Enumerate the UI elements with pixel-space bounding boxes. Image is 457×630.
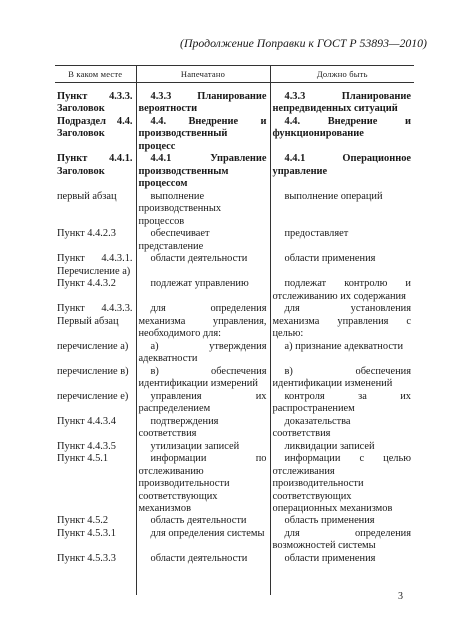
cell-should-be [270,153,414,190]
table-row [55,453,414,515]
cell-printed [136,366,270,391]
table-row [55,191,414,228]
cell-should-be [270,83,414,116]
cell-place [55,83,136,116]
cell-place-text: Пункт 4.3.3. Заголовок [57,91,133,115]
cell-printed-text: подтверждения соответствия [138,415,219,440]
cell-place [55,116,136,153]
cell-should-be [270,116,414,153]
cell-printed [136,191,270,228]
cell-place-text: Пункт 4.5.3.1 [57,527,116,539]
cell-should-be [270,366,414,391]
cell-place [55,391,136,416]
cell-should-be-text: 4.3.3 Планирование непредвиденных ситуаций [272,91,411,115]
cell-should-be-text: ликвидации записей [284,440,375,452]
cell-should-be-text: области применения [284,552,376,564]
cell-should-be [270,528,414,553]
cell-should-be [270,253,414,278]
cell-printed [136,303,270,340]
table-row [55,553,414,595]
cell-should-be-text: в) обеспечения идентификации изменений [272,365,411,390]
cell-printed-text: выполнение производственных процессов [138,190,222,227]
cell-place [55,303,136,340]
cell-place [55,515,136,527]
cell-printed [136,441,270,453]
table-row [55,341,414,366]
cell-should-be-text: информации с целью отслеживания производительности соответствующих операционных механизмов [272,453,411,514]
cell-should-be-text: 4.4.1 Операционное управление [272,153,411,177]
cell-printed-text: области деятельности [150,552,248,564]
table-header-row [55,66,414,83]
table-row [55,253,414,278]
cell-should-be-text: область применения [284,515,375,527]
cell-printed-text: 4.3.3 Планирование вероятности [138,91,267,115]
cell-printed [136,453,270,515]
cell-printed-text: управления их распределением [138,390,267,415]
cell-printed [136,391,270,416]
cell-printed [136,83,270,116]
cell-place [55,366,136,391]
cell-place [55,153,136,190]
cell-place [55,228,136,253]
cell-place [55,441,136,453]
table-row [55,116,414,153]
table-row [55,303,414,340]
page-number: 3 [398,591,403,602]
cell-printed [136,228,270,253]
cell-should-be-text: 4.4. Внедрение и функционирование [272,115,411,140]
cell-place [55,528,136,553]
table-row [55,153,414,190]
cell-printed-text: обеспечивает представление [138,228,210,252]
cell-should-be-text: доказательства соответствия [272,415,351,440]
cell-should-be [270,441,414,453]
cell-printed [136,116,270,153]
cell-place-text: Пункт 4.5.2 [57,515,109,527]
cell-place [55,341,136,366]
amendments-table [55,65,414,595]
table-row [55,515,414,527]
column-header-should-be: Должно быть [270,66,414,83]
cell-should-be [270,303,414,340]
cell-should-be [270,341,414,366]
cell-place [55,553,136,595]
cell-printed-text: 4.4.1 Управление производственным процессом [138,153,267,190]
cell-should-be-text: для установления механизма управления с целью: [272,303,411,340]
cell-place-text: Пункт 4.4.3.1. Перечисление а) [57,253,133,277]
cell-place [55,278,136,303]
cell-place [55,253,136,278]
table-row [55,416,414,441]
cell-printed [136,153,270,190]
cell-place [55,191,136,228]
cell-should-be [270,416,414,441]
cell-place-text: Подраздел 4.4. Заголовок [57,115,133,140]
cell-place-text: Пункт 4.4.3.5 [57,440,116,452]
cell-should-be [270,553,414,595]
cell-printed [136,528,270,553]
table-row [55,441,414,453]
cell-printed-text: утилизации записей [150,440,240,452]
cell-printed [136,416,270,441]
cell-should-be-text: подлежат контролю и отслеживанию их содержания [272,278,411,302]
column-header-printed: Напечатано [136,66,270,83]
cell-printed-text: а) утверждения адекватности [138,340,267,365]
cell-printed [136,278,270,303]
cell-should-be [270,191,414,228]
cell-should-be-text: области применения [284,253,376,265]
cell-printed [136,341,270,366]
cell-place-text: Пункт 4.4.3.4 [57,415,116,427]
cell-printed-text: области деятельности [150,253,248,265]
cell-place-text: Пункт 4.5.1 [57,453,109,465]
cell-place [55,416,136,441]
cell-should-be-text: предоставляет [284,228,349,240]
document-header: (Продолжение Поправки к ГОСТ Р 53893—2010) [180,36,427,50]
cell-place-text: перечисление в) [57,365,129,377]
cell-should-be [270,391,414,416]
cell-should-be-text: выполнение операций [284,190,383,202]
cell-place-text: перечисление е) [57,390,129,402]
cell-place-text: первый абзац [57,190,117,202]
cell-printed-text: для определения механизма управления, необходимого для: [138,303,267,340]
table-row [55,528,414,553]
cell-should-be [270,228,414,253]
cell-printed-text: в) обеспечения идентификации измерений [138,365,267,390]
cell-should-be [270,278,414,303]
cell-should-be-text: а) признание адекватности [284,340,404,352]
table-row [55,228,414,253]
cell-should-be [270,515,414,527]
table-row [55,366,414,391]
cell-place-text: Пункт 4.5.3.3 [57,552,116,564]
cell-should-be-text: для определения возможностей системы [272,527,411,552]
cell-printed-text: подлежат управлению [150,278,249,290]
cell-printed-text: для определения системы [150,527,265,539]
cell-should-be-text: контроля за их распространением [272,390,411,415]
cell-printed-text: область деятельности [150,515,247,527]
cell-place-text: перечисление а) [57,340,129,352]
cell-printed [136,515,270,527]
cell-should-be [270,453,414,515]
cell-place-text: Пункт 4.4.3.2 [57,278,116,290]
table-row [55,83,414,116]
cell-place-text: Пункт 4.4.2.3 [57,228,116,240]
cell-printed-text: 4.4. Внедрение и производственный процесс [138,115,267,152]
table-row [55,391,414,416]
cell-place-text: Пункт 4.4.1. Заголовок [57,153,133,177]
table-row [55,278,414,303]
cell-place [55,453,136,515]
cell-printed [136,253,270,278]
cell-printed [136,553,270,595]
column-header-place: В каком месте [55,66,136,83]
cell-place-text: Пункт 4.4.3.3. Первый абзац [57,303,133,327]
cell-printed-text: информации по отслеживанию производительности соответствующих механизмов [138,453,267,514]
